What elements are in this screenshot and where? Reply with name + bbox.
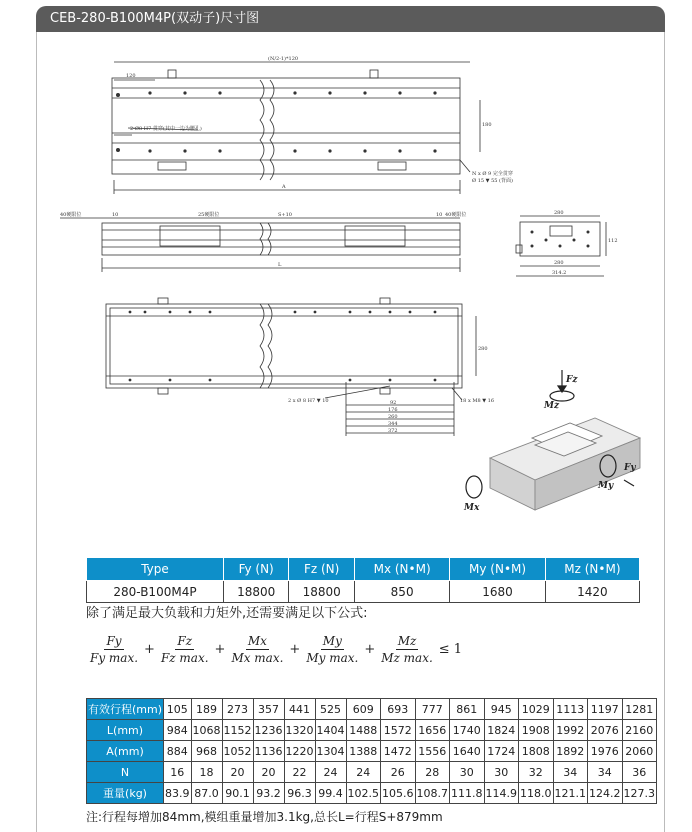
limit-left: 40硬限位 <box>60 212 82 218</box>
plus-sign: + <box>214 642 226 657</box>
stroke-cell: 1992 <box>553 720 588 741</box>
stroke-cell: 609 <box>346 699 381 720</box>
stroke-cell: 121.1 <box>553 783 588 804</box>
stroke-cell: 32 <box>519 762 554 783</box>
dim-top: (N/2-1)*120 <box>268 56 299 62</box>
slider-dim-372: 372 <box>388 428 398 434</box>
slider-view-drawing <box>106 298 476 436</box>
stroke-cell: 1556 <box>415 741 450 762</box>
dim-s10: S+10 <box>278 212 292 218</box>
stroke-row <box>87 762 657 783</box>
stroke-row <box>87 720 657 741</box>
stroke-cell: 87.0 <box>191 783 222 804</box>
stroke-cell: 118.0 <box>519 783 554 804</box>
less-equal-one: ≤ 1 <box>438 642 463 657</box>
bottom-note: 注:行程每增加84mm,模组重量增加3.1kg,总长L=行程S+879mm <box>86 810 443 824</box>
stroke-cell: 1068 <box>191 720 222 741</box>
stroke-row <box>87 699 657 720</box>
stroke-cell: 1908 <box>519 720 554 741</box>
stroke-row-label: A(mm) <box>87 741 164 762</box>
stroke-cell: 105.6 <box>381 783 416 804</box>
stroke-cell: 2060 <box>622 741 657 762</box>
stroke-cell: 1052 <box>222 741 253 762</box>
stroke-cell: 1197 <box>588 699 623 720</box>
stroke-cell: 2160 <box>622 720 657 741</box>
spec-header-mz: Mz (N•M) <box>545 558 639 581</box>
label-mz: Mz <box>544 401 560 411</box>
stroke-cell: 105 <box>164 699 192 720</box>
top-view-holes <box>116 91 437 152</box>
stroke-cell: 30 <box>450 762 485 783</box>
dim-10-right: 10 <box>436 212 443 218</box>
stroke-cell: 357 <box>253 699 284 720</box>
stroke-cell: 111.8 <box>450 783 485 804</box>
spec-cell-fz: 18800 <box>289 581 354 603</box>
stroke-cell: 99.4 <box>315 783 346 804</box>
dim-a: A <box>282 184 286 190</box>
stroke-cell: 127.3 <box>622 783 657 804</box>
stroke-cell: 22 <box>284 762 315 783</box>
stroke-cell: 1136 <box>253 741 284 762</box>
load-formula <box>86 634 464 665</box>
stroke-cell: 124.2 <box>588 783 623 804</box>
spec-header-fy: Fy (N) <box>223 558 288 581</box>
formula-note: 除了满足最大负载和力矩外,还需要满足以下公式: <box>86 606 368 621</box>
stroke-cell: 1724 <box>484 741 519 762</box>
stroke-cell: 36 <box>622 762 657 783</box>
stroke-cell: 114.9 <box>484 783 519 804</box>
fraction-my: $\frac{My}{\text{My max.}}$ <box>306 634 359 665</box>
stroke-cell: 102.5 <box>346 783 381 804</box>
spec-data-row <box>87 581 640 603</box>
stroke-cell: 273 <box>222 699 253 720</box>
stroke-row-label: 重量(kg) <box>87 783 164 804</box>
stroke-cell: 1220 <box>284 741 315 762</box>
fraction-fz: $\frac{Fz}{\text{Fz max.}}$ <box>160 634 209 665</box>
spec-cell-my: 1680 <box>450 581 545 603</box>
stroke-cell: 968 <box>191 741 222 762</box>
end-view-holes <box>531 231 590 248</box>
limit-right: 40硬限位 <box>445 212 467 218</box>
spec-cell-mz: 1420 <box>545 581 639 603</box>
slider-dim-92: 92 <box>390 400 397 406</box>
spec-header-type: Type <box>87 558 224 581</box>
label-fy: Fy <box>624 463 636 473</box>
dim-l: L <box>278 262 282 268</box>
slider-dim-176: 176 <box>388 407 398 413</box>
stroke-table <box>86 698 657 804</box>
limit-25: 25硬限位 <box>198 212 220 218</box>
stroke-cell: 1656 <box>415 720 450 741</box>
stroke-cell: 1824 <box>484 720 519 741</box>
stroke-cell: 20 <box>253 762 284 783</box>
stroke-cell: 1281 <box>622 699 657 720</box>
dim-180: 180 <box>482 122 492 128</box>
stroke-cell: 1404 <box>315 720 346 741</box>
stroke-cell: 1976 <box>588 741 623 762</box>
drawing-labels <box>60 55 618 434</box>
stroke-cell: 1113 <box>553 699 588 720</box>
stroke-cell: 26 <box>381 762 416 783</box>
end-dim-280: 280 <box>554 260 564 266</box>
stroke-cell: 108.7 <box>415 783 450 804</box>
stroke-cell: 16 <box>164 762 192 783</box>
plus-sign: + <box>364 642 376 657</box>
label-my: My <box>598 481 614 491</box>
stroke-cell: 24 <box>346 762 381 783</box>
stroke-cell: 1320 <box>284 720 315 741</box>
stroke-cell: 945 <box>484 699 519 720</box>
label-mx: Mx <box>464 503 480 513</box>
stroke-row <box>87 741 657 762</box>
dim-120: 120 <box>126 73 136 79</box>
spec-cell-mx: 850 <box>354 581 449 603</box>
spec-cell-fy: 18800 <box>223 581 288 603</box>
end-dim-280-top: 280 <box>554 210 564 216</box>
spec-header-fz: Fz (N) <box>289 558 354 581</box>
stroke-cell: 96.3 <box>284 783 315 804</box>
stroke-cell: 30 <box>484 762 519 783</box>
bolt-note-2: Ø 15 ▼ 55 (背面) <box>472 178 513 184</box>
end-dim-314: 314.2 <box>552 270 567 276</box>
fraction-fy: $\frac{Fy}{\text{Fy max.}}$ <box>90 634 139 665</box>
stroke-cell: 90.1 <box>222 783 253 804</box>
section-title: CEB-280-B100M4P(双动子)尺寸图 <box>50 11 260 26</box>
slider-dim-260: 260 <box>388 414 398 420</box>
stroke-cell: 1388 <box>346 741 381 762</box>
bolt-note-1: N x Ø 9 完全贯穿 <box>472 171 513 177</box>
thread-note: 18 x M8 ▼ 16 <box>460 398 495 404</box>
stroke-cell: 83.9 <box>164 783 192 804</box>
hole-note: 2-Ø8 H7 贯穿(其中一边为腰孔) <box>130 126 202 132</box>
spec-header-row <box>87 558 640 581</box>
dimension-drawings <box>50 40 650 560</box>
section-header <box>36 6 665 32</box>
end-dim-112: 112 <box>608 238 618 244</box>
stroke-cell: 24 <box>315 762 346 783</box>
stroke-cell: 525 <box>315 699 346 720</box>
stroke-row-label: L(mm) <box>87 720 164 741</box>
stroke-cell: 1572 <box>381 720 416 741</box>
stroke-row-label: N <box>87 762 164 783</box>
stroke-cell: 189 <box>191 699 222 720</box>
stroke-cell: 1640 <box>450 741 485 762</box>
plus-sign: + <box>144 642 155 657</box>
stroke-cell: 777 <box>415 699 450 720</box>
stroke-cell: 18 <box>191 762 222 783</box>
stroke-cell: 1236 <box>253 720 284 741</box>
slider-dim-280: 280 <box>478 346 488 352</box>
stroke-cell: 34 <box>553 762 588 783</box>
stroke-row <box>87 783 657 804</box>
dim-10-left: 10 <box>112 212 119 218</box>
label-fz: Fz <box>566 375 578 385</box>
stroke-cell: 441 <box>284 699 315 720</box>
spec-cell-type: 280-B100M4P <box>87 581 224 603</box>
spec-header-my: My (N•M) <box>450 558 545 581</box>
stroke-cell: 34 <box>588 762 623 783</box>
stroke-cell: 1740 <box>450 720 485 741</box>
stroke-cell: 884 <box>164 741 192 762</box>
stroke-cell: 1808 <box>519 741 554 762</box>
stroke-cell: 1472 <box>381 741 416 762</box>
plus-sign: + <box>289 642 301 657</box>
spec-header-mx: Mx (N•M) <box>354 558 449 581</box>
stroke-cell: 20 <box>222 762 253 783</box>
fraction-mz: $\frac{Mz}{\text{Mz max.}}$ <box>381 634 433 665</box>
pin-note: 2 x Ø 8 H7 ▼ 10 <box>288 398 329 404</box>
stroke-cell: 861 <box>450 699 485 720</box>
stroke-cell: 1152 <box>222 720 253 741</box>
fraction-mx: $\frac{Mx}{\text{Mx max.}}$ <box>231 634 284 665</box>
stroke-cell: 1488 <box>346 720 381 741</box>
stroke-cell: 93.2 <box>253 783 284 804</box>
stroke-cell: 1029 <box>519 699 554 720</box>
stroke-row-label: 有效行程(mm) <box>87 699 164 720</box>
slider-dim-344: 344 <box>388 421 398 427</box>
stroke-cell: 693 <box>381 699 416 720</box>
stroke-cell: 984 <box>164 720 192 741</box>
slider-view-holes <box>129 311 437 382</box>
stroke-cell: 1892 <box>553 741 588 762</box>
stroke-cell: 2076 <box>588 720 623 741</box>
spec-table <box>86 557 640 603</box>
stroke-cell: 28 <box>415 762 450 783</box>
iso-module-drawing <box>490 418 640 510</box>
side-view-drawing <box>60 218 460 272</box>
stroke-cell: 1304 <box>315 741 346 762</box>
